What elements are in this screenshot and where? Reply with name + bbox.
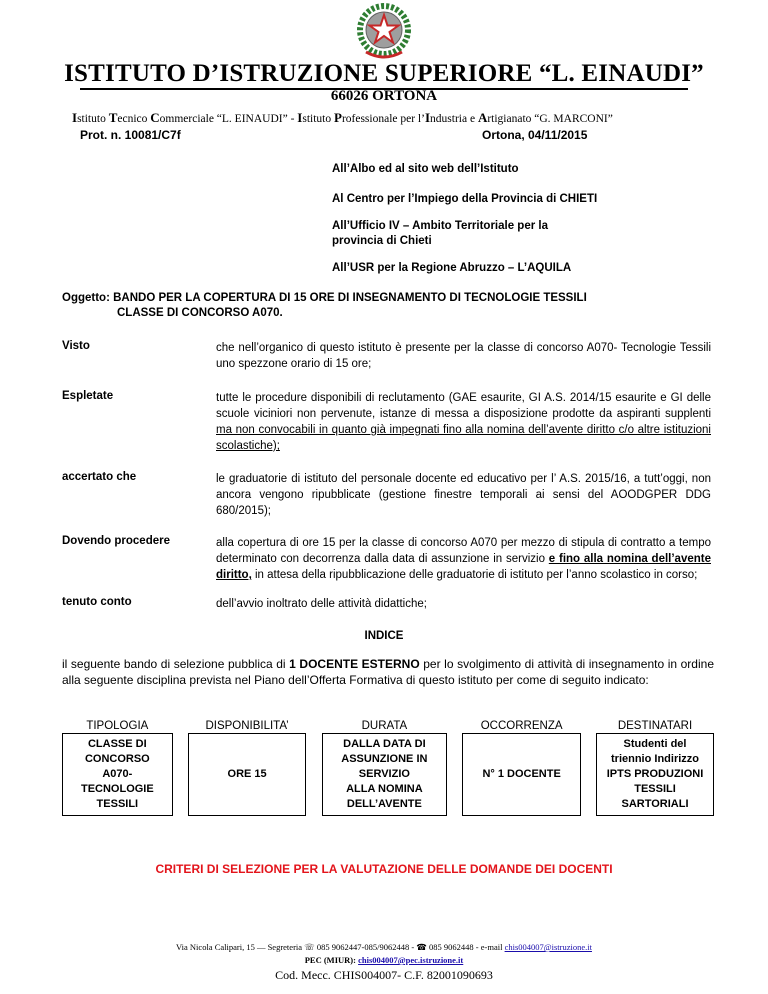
section-label-tenuto: tenuto conto bbox=[62, 596, 132, 608]
indice-heading: INDICE bbox=[364, 630, 404, 642]
italian-republic-emblem-icon bbox=[356, 2, 412, 62]
section-text-dovendo: alla copertura di ore 15 per la classe di concorso A070 per mezzo di stipula di contratto a tempo determinato con decorrenza dalla data di assunzione in servizio e fino alla nomina dell’avente diritto, in attesa della ripubblicazione delle graduatorie di istituto per l’anno scolastico in corso; bbox=[216, 537, 711, 581]
cell-tipologia: CLASSE DI CONCORSO A070- TECNOLOGIE TESSILI bbox=[63, 734, 173, 816]
footer-pec: PEC (MIUR): chis004007@pec.istruzione.it bbox=[304, 955, 464, 965]
institute-title: ISTITUTO D’ISTRUZIONE SUPERIORE “L. EINAUDI” bbox=[64, 60, 704, 87]
cell-destinatari: Studenti del triennio Indirizzo IPTS PRODUZIONI TESSILI SARTORIALI bbox=[597, 734, 714, 816]
section-label-dovendo: Dovendo procedere bbox=[62, 535, 170, 547]
footer-email-link[interactable]: chis004007@istruzione.it bbox=[504, 942, 592, 952]
intro-paragraph: il seguente bando di selezione pubblica di 1 DOCENTE ESTERNO per lo svolgimento di attività di insegnamento in ordine alla seguente disciplina prevista nel Piano dell’Offerta Formativa di questo istituto per come di seguito indicato: bbox=[62, 657, 714, 687]
recipient-albo: All’Albo ed al sito web dell’Istituto bbox=[332, 163, 519, 175]
section-label-accertato: accertato che bbox=[62, 471, 137, 483]
institute-city: 66026 ORTONA bbox=[330, 88, 438, 104]
cell-disponibilita: ORE 15 bbox=[188, 734, 306, 816]
position-table bbox=[62, 718, 714, 816]
header-destinatari: DESTINATARI bbox=[597, 718, 714, 734]
table-row bbox=[63, 734, 714, 816]
protocol-number: Prot. n. 10081/C7f bbox=[80, 128, 181, 142]
header-durata: DURATA bbox=[322, 718, 447, 734]
section-text-tenuto: dell’avvio inoltrato delle attività didattiche; bbox=[216, 598, 427, 610]
cell-durata: DALLA DATA DI ASSUNZIONE IN SERVIZIO ALLA NOMINA DELL’AVENTE bbox=[322, 734, 447, 816]
recipient-usr-abruzzo: All’USR per la Regione Abruzzo – L’AQUILA bbox=[332, 262, 572, 274]
recipient-centro-impiego: Al Centro per l’Impiego della Provincia di CHIETI bbox=[332, 193, 598, 205]
table-header-row bbox=[63, 718, 714, 734]
footer-pec-link[interactable]: chis004007@pec.istruzione.it bbox=[358, 955, 464, 965]
header-tipologia: TIPOLOGIA bbox=[63, 718, 173, 734]
header-occorrenza: OCCORRENZA bbox=[463, 718, 580, 734]
header-disponibilita: DISPONIBILITA’ bbox=[188, 718, 306, 734]
section-text-accertato: le graduatorie di istituto del personale docente ed educativo per l’ A.S. 2015/16, a tutt’oggi, non ancora vengono ripubblicate (gestione finestre temporali ai sensi del AOODGPER DDG 680/2015); bbox=[216, 473, 711, 517]
institute-subtitle: Istituto Tecnico Commerciale “L. EINAUDI” - Istituto Professionale per l’Industria e Artigianato “G. MARCONI” bbox=[72, 110, 613, 125]
section-label-espletate: Espletate bbox=[62, 390, 114, 402]
section-text-espletate: tutte le procedure disponibili di reclutamento (GAE esaurite, GI A.S. 2014/15 esaurite e GI delle scuole viciniori non pervenute, istanze di messa a disposizione prodotte da aspiranti supplenti ma non convocabili in quanto già impegnati fino alla nomina dell’avente diritto c/o altre istituzioni scolastiche); bbox=[216, 392, 711, 452]
subject-line-2: CLASSE DI CONCORSO A070. bbox=[117, 307, 283, 319]
subject bbox=[62, 291, 587, 321]
footer-codes: Cod. Mecc. CHIS004007- C.F. 82001090693 bbox=[275, 968, 493, 982]
document-date: Ortona, 04/11/2015 bbox=[482, 128, 588, 142]
recipient-ufficio-iv: All’Ufficio IV – Ambito Territoriale per la provincia di Chieti bbox=[332, 220, 548, 247]
footer-address: Via Nicola Calipari, 15 — Segreteria ☏ 085 9062447-085/9062448 - ☎ 085 9062448 - e-mail chis004007@istruzione.it bbox=[176, 942, 592, 952]
criteria-heading: CRITERI DI SELEZIONE PER LA VALUTAZIONE DELLE DOMANDE DEI DOCENTI bbox=[155, 862, 613, 876]
subject-line-1: Oggetto: BANDO PER LA COPERTURA DI 15 ORE DI INSEGNAMENTO DI TECNOLOGIE TESSILI bbox=[62, 292, 587, 304]
cell-occorrenza: N° 1 DOCENTE bbox=[463, 734, 580, 816]
section-label-visto: Visto bbox=[62, 340, 90, 352]
section-text-visto: che nell’organico di questo istituto è presente per la classe di concorso A070- Tecnologie Tessili uno spezzone orario di 15 ore; bbox=[216, 342, 711, 370]
